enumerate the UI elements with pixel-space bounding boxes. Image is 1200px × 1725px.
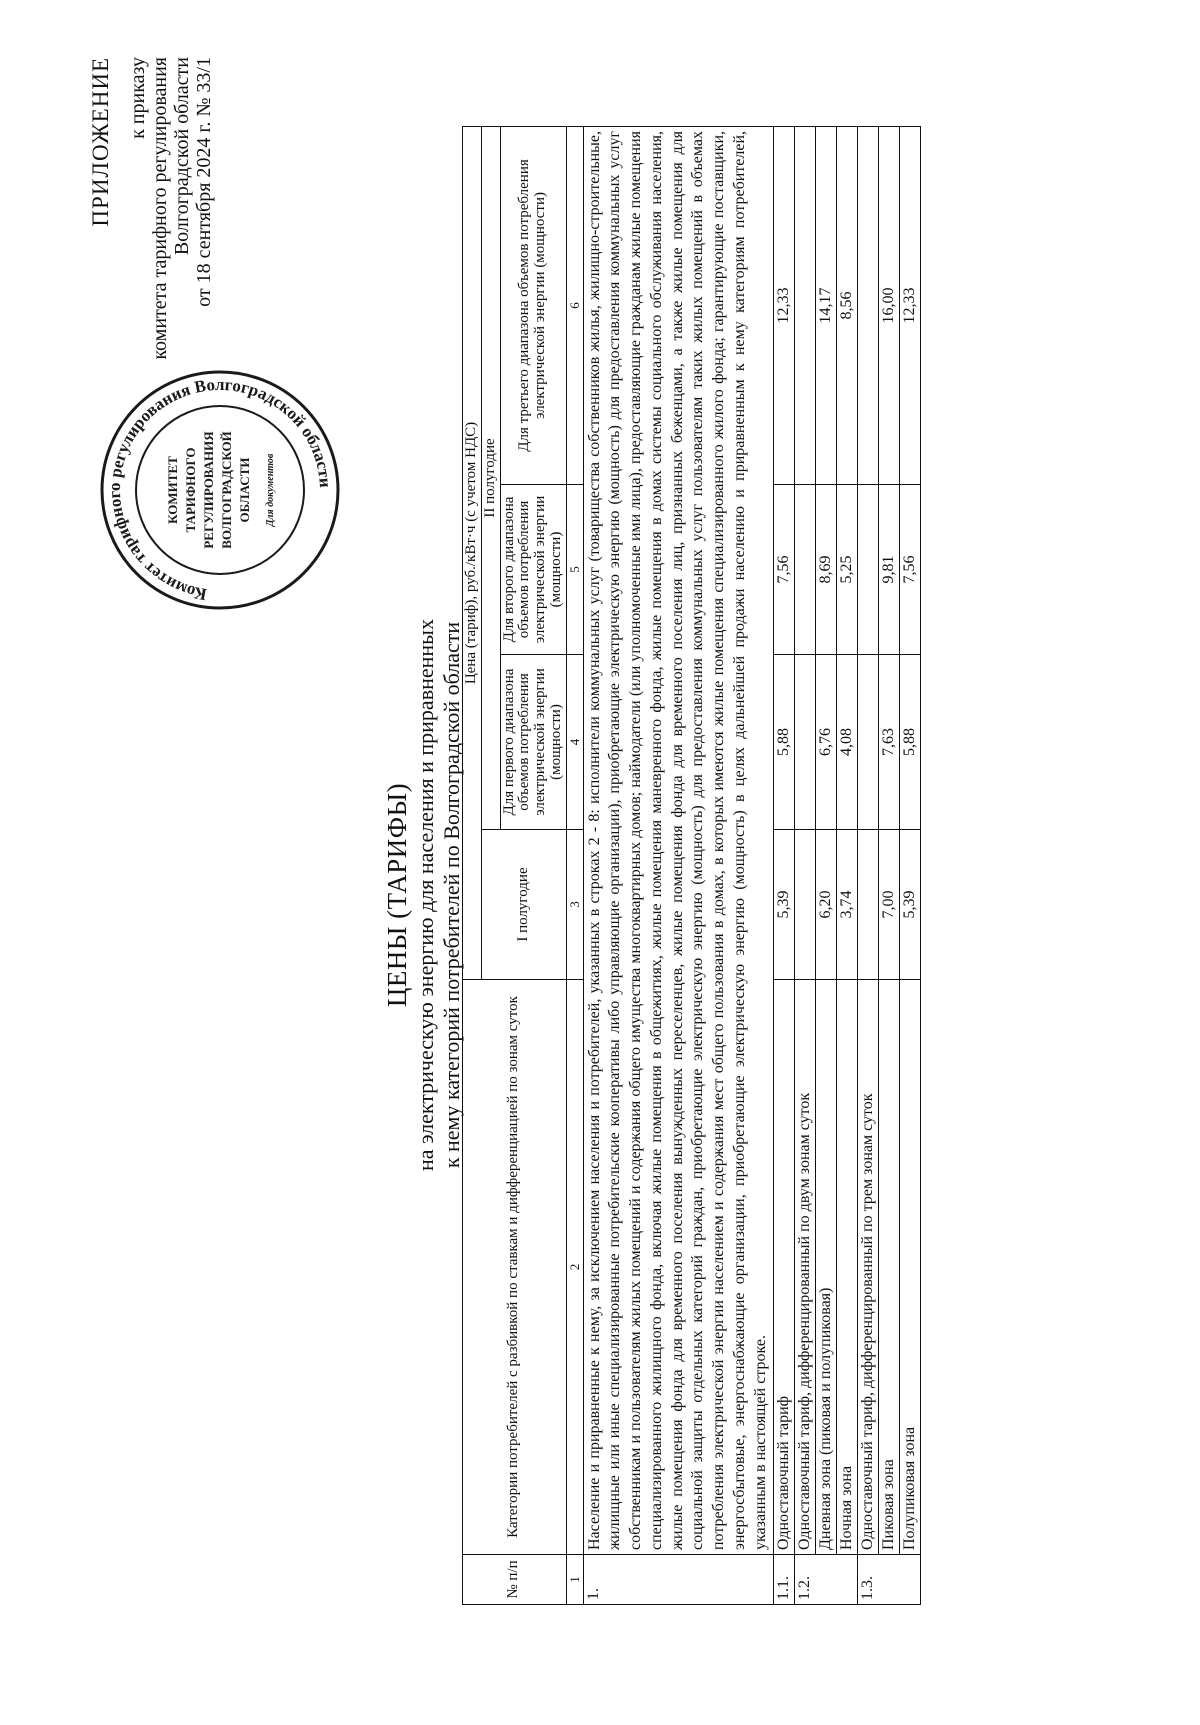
document-subtitle-2: к нему категорий потребителей по Волгоградской области xyxy=(439,621,465,1169)
cell-range2: 9,81 xyxy=(878,485,899,655)
cell-range3: 16,00 xyxy=(878,126,899,484)
cell-half1: 5,39 xyxy=(773,830,794,980)
cell-half1: 3,74 xyxy=(836,830,857,980)
column-number: 3 xyxy=(566,830,583,980)
appendix-line-3: Волгоградской области xyxy=(171,57,194,256)
appendix-line-2: комитета тарифного регулирования xyxy=(149,57,172,360)
cell-half1: 5,39 xyxy=(899,830,920,980)
table-row xyxy=(583,126,773,1604)
row-name: Дневная зона (пиковая и полупиковая) xyxy=(815,980,836,1555)
header-category: Категории потребителей с разбивкой по ставкам и дифференциацией по зонам суток xyxy=(463,980,567,1555)
table-row xyxy=(857,126,878,1604)
column-number: 1 xyxy=(566,1555,583,1605)
cell-range1: 6,76 xyxy=(815,655,836,830)
cell-range2: 7,56 xyxy=(899,485,920,655)
row-description: Население и приравненные к нему, за исключением населения и потребителей, указанных в строках 2 - 8: исполнители коммунальных услуг (товарищества собственников жилья, жилищно-строительные, жилищные или иные специализированные потребительские кооперативы либо управляющие организации), приобретающие электрическую энергию (мощность) для предоставления коммунальных услуг собственникам и пользователям жилых помещений и содержания общего имущества многоквартирных домов; наймодатели (или уполномоченные ими лица), предоставляющие гражданам жилые помещения специализированного жилищного фонда, включая жилые помещения в общежитиях, жилые помещения маневренного фонда, жилые помещения в домах системы социального обслуживания населения, жилые помещения фонда для временного поселения вынужденных переселенцев, жилые помещения фонда для временного поселения лиц, признанных беженцами, а также жилые помещения для социальной защиты отдельных категорий граждан, приобретающие электрическую энергию (мощность) для предоставления коммунальных услуг пользователям таких жилых помещений в объемах потребления электрической энергии населением и содержания мест общего пользования в домах, в которых имеются жилые помещения специализированного жилого фонда; гарантирующие поставщики, энергосбытовые, энергоснабжающие организации, приобретающие электрическую энергию (мощность) в целях дальнейшей продажи населению и приравненным к нему категориям потребителей, указанным в настоящей строке. xyxy=(583,126,773,1554)
cell-range1 xyxy=(794,655,815,830)
cell-range1: 7,63 xyxy=(878,655,899,830)
appendix-line-4: от 18 сентября 2024 г. № 33/1 xyxy=(193,57,216,307)
cell-range1 xyxy=(857,655,878,830)
cell-range3: 8,56 xyxy=(836,126,857,484)
table-row xyxy=(878,126,899,1604)
appendix-line-1: к приказу xyxy=(127,57,150,139)
seal-line-2: ТАРИФНОГО xyxy=(183,447,198,533)
cell-range2 xyxy=(857,485,878,655)
cell-half1: 7,00 xyxy=(878,830,899,980)
seal-line-1: КОМИТЕТ xyxy=(165,456,180,524)
header-range1: Для первого диапазона объемов потребления электрической энергии (мощности) xyxy=(500,655,566,830)
document-title: ЦЕНЫ (ТАРИФЫ) xyxy=(382,782,412,1008)
cell-range2 xyxy=(794,485,815,655)
appendix-title: ПРИЛОЖЕНИЕ xyxy=(88,57,113,227)
column-number-row xyxy=(566,126,583,1604)
seal-outer-text: Комитет тарифного регулирования Волгоградской области xyxy=(104,374,336,605)
cell-half1 xyxy=(857,830,878,980)
seal-small-text: Для документов xyxy=(265,453,276,527)
cell-range3: 12,33 xyxy=(773,126,794,484)
row-name: Одноставочный тариф xyxy=(773,980,794,1555)
row-number: 1. xyxy=(583,1555,773,1605)
row-name: Ночная зона xyxy=(836,980,857,1555)
header-range2: Для второго диапазона объемов потребления электрической энергии (мощности) xyxy=(500,485,566,655)
header-range3: Для третьего диапазона объемов потребления электрической энергии (мощности) xyxy=(500,126,566,484)
row-name: Одноставочный тариф, дифференцированный по трем зонам суток xyxy=(857,980,878,1555)
cell-range3 xyxy=(857,126,878,484)
seal-line-5: ОБЛАСТИ xyxy=(237,457,252,523)
table-row xyxy=(794,126,815,1604)
cell-range3 xyxy=(794,126,815,484)
cell-range1: 5,88 xyxy=(773,655,794,830)
row-number: 1.2. xyxy=(794,1555,857,1605)
row-name: Полупиковая зона xyxy=(899,980,920,1555)
table-row xyxy=(773,126,794,1604)
cell-range1: 4,08 xyxy=(836,655,857,830)
cell-range3: 12,33 xyxy=(899,126,920,484)
seal-line-3: РЕГУЛИРОВАНИЯ xyxy=(201,431,216,549)
header-price: Цена (тариф), руб./кВт·ч (с учетом НДС) xyxy=(463,126,482,979)
cell-half1: 6,20 xyxy=(815,830,836,980)
row-number: 1.1. xyxy=(773,1555,794,1605)
seal-line-4: ВОЛГОГРАДСКОЙ xyxy=(219,431,234,549)
column-number: 6 xyxy=(566,126,583,484)
column-number: 4 xyxy=(566,655,583,830)
column-number: 5 xyxy=(566,485,583,655)
column-number: 2 xyxy=(566,980,583,1555)
cell-range2: 8,69 xyxy=(815,485,836,655)
cell-half1 xyxy=(794,830,815,980)
document-subtitle-1: на электрическую энергию для населения и приравненных xyxy=(413,619,438,1171)
table-row xyxy=(899,126,920,1604)
cell-range3: 14,17 xyxy=(815,126,836,484)
row-name: Пиковая зона xyxy=(878,980,899,1555)
row-name: Одноставочный тариф, дифференцированный по двум зонам суток xyxy=(794,980,815,1555)
header-half2: II полугодие xyxy=(481,126,500,829)
header-no: № п/п xyxy=(463,1555,567,1605)
appendix-block xyxy=(88,57,215,457)
header-half1: I полугодие xyxy=(481,830,566,980)
cell-range1: 5,88 xyxy=(899,655,920,830)
table-row xyxy=(836,126,857,1604)
tariff-table xyxy=(462,126,921,1605)
cell-range2: 7,56 xyxy=(773,485,794,655)
document-title-block xyxy=(382,395,466,1395)
row-number: 1.3. xyxy=(857,1555,920,1605)
cell-range2: 5,25 xyxy=(836,485,857,655)
table-row xyxy=(815,126,836,1604)
